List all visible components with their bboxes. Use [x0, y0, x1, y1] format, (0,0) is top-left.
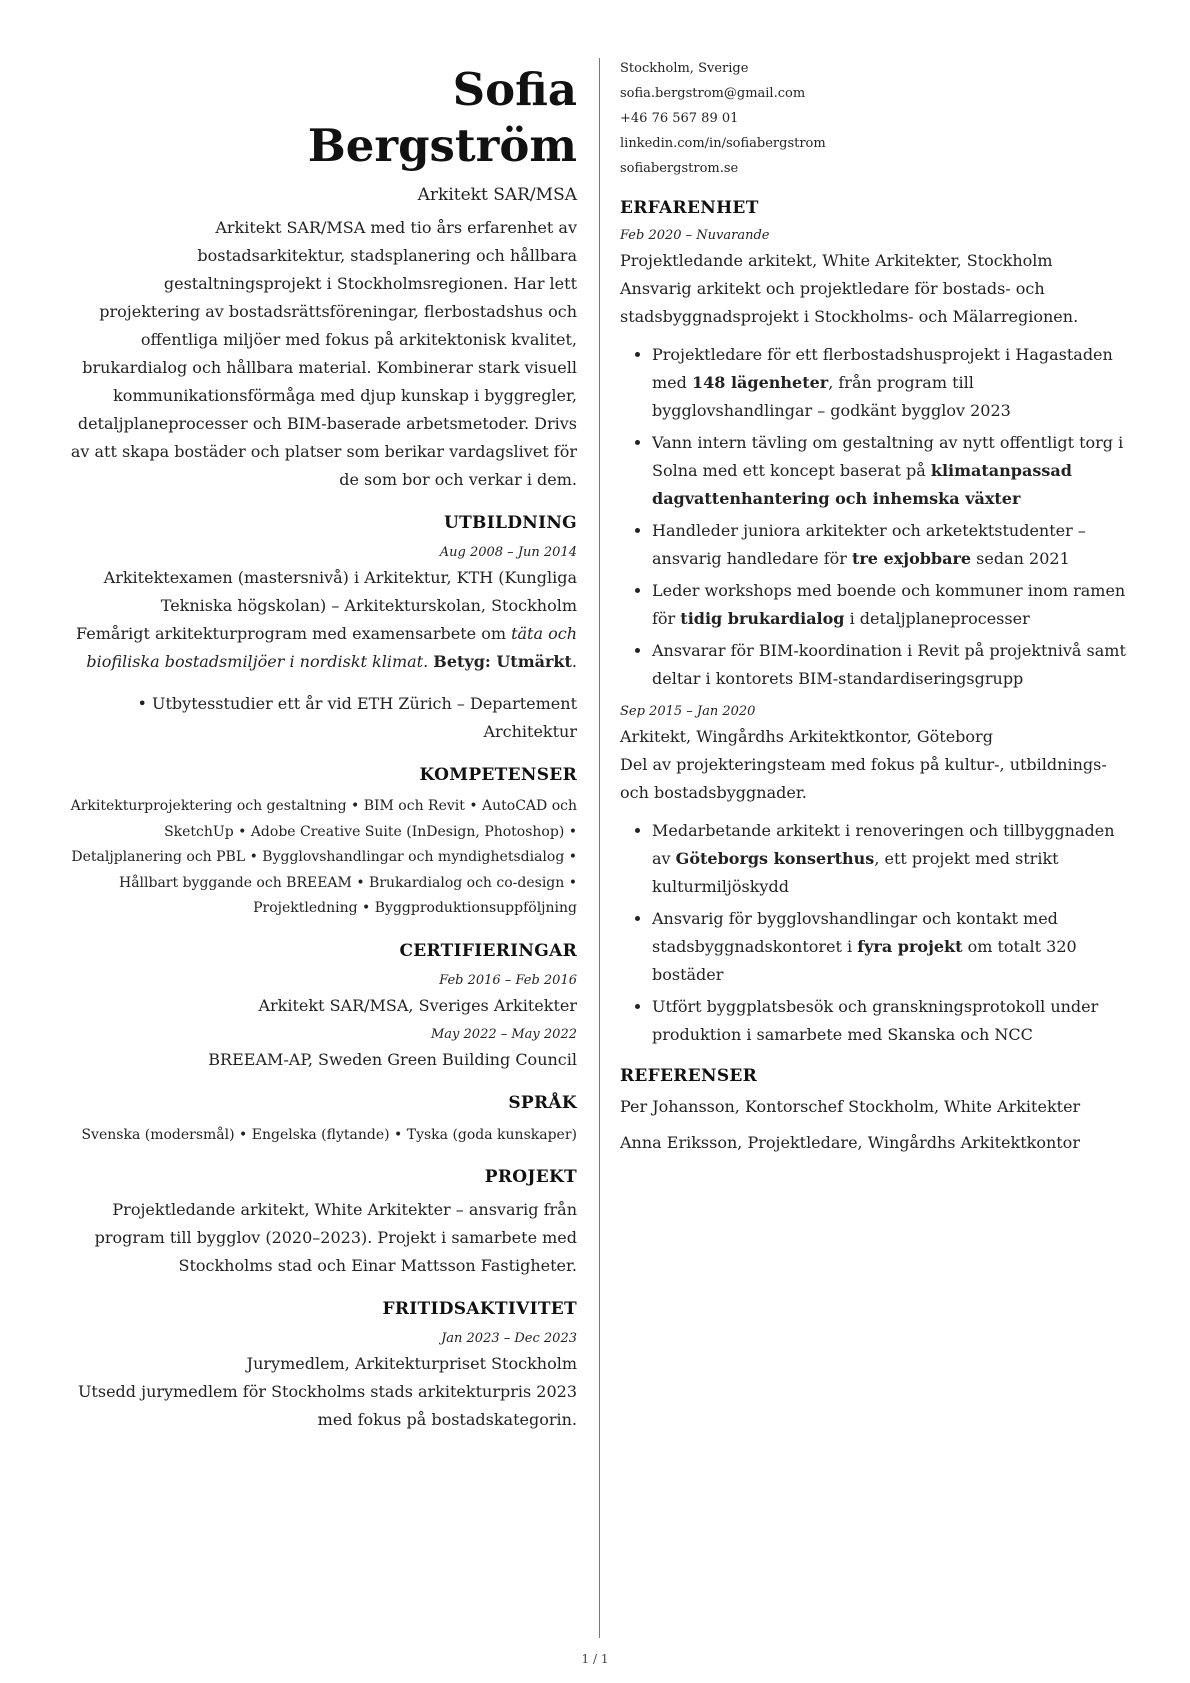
experience-bullets	[620, 341, 1134, 693]
leisure-heading: FRITIDSAKTIVITET	[382, 1298, 577, 1319]
projects-text: Projektledande arkitekt, White Arkitekter – ansvarig från program till bygglov (2020–2023). Projekt i samarbete med Stockholms stad och Einar Mattsson Fastigheter.	[94, 1199, 577, 1275]
column-divider	[599, 58, 600, 1638]
leisure-role: Jurymedlem, Arkitekturpriset Stockholm	[246, 1353, 577, 1373]
certification-name: Arkitekt SAR/MSA, Sveriges Arkitekter	[258, 995, 577, 1015]
experience-description: Del av projekteringsteam med fokus på kultur-, utbildnings- och bostadsbyggnader.	[620, 755, 1107, 802]
education-description	[70, 620, 577, 676]
certification-item	[70, 970, 577, 1020]
last-name: Bergström	[307, 119, 577, 172]
right-column	[620, 56, 1134, 1165]
experience-bullet: • Ansvarig för bygglovshandlingar och kontakt med stadsbyggnadskontoret i fyra projekt om totalt 320 bostäder	[652, 905, 1134, 989]
education-exchange: • Utbytesstudier ett år vid ETH Zürich – Departement Architektur	[137, 694, 577, 741]
reference-item: Per Johansson, Kontorschef Stockholm, White Arkitekter	[620, 1097, 1081, 1116]
contact-block	[620, 56, 1134, 181]
certifications-heading: CERTIFIERINGAR	[399, 940, 577, 961]
skills-list: Arkitekturprojektering och gestaltning • BIM och Revit • AutoCAD och SketchUp • Adobe Creative Suite (InDesign, Photoshop) • Detaljplanering och PBL • Bygglovshandlingar och myndighetsdialog • Hållbart byggande och BREEAM • Brukardialog och co-design • Projektledning • Byggproduktionsuppföljning	[70, 798, 577, 917]
first-name: Sofia	[452, 63, 577, 116]
experience-bullets	[620, 817, 1134, 1049]
experience-bullet: • Ansvarar för BIM-koordination i Revit på projektnivå samt deltar i kontorets BIM-standardiseringsgrupp	[652, 637, 1134, 693]
skills-heading: KOMPETENSER	[419, 765, 577, 785]
experience-entry	[620, 225, 1134, 693]
experience-role: Arkitekt, Wingårdhs Arkitektkontor, Göteborg	[620, 727, 993, 746]
reference-item: Anna Eriksson, Projektledare, Wingårdhs Arkitektkontor	[620, 1133, 1080, 1152]
left-column	[70, 56, 577, 1434]
certification-date: May 2022 – May 2022	[430, 1026, 577, 1042]
languages-heading: SPRÅK	[508, 1092, 577, 1113]
experience-bullet: • Projektledare för ett flerbostadshusprojekt i Hagastaden med 148 lägenheter, från program till bygglovshandlingar – godkänt bygglov 2023	[652, 341, 1134, 425]
contact-linkedin[interactable]: linkedin.com/in/sofiabergstrom	[620, 136, 826, 151]
contact-phone: +46 76 567 89 01	[620, 111, 739, 126]
experience-date: Feb 2020 – Nuvarande	[620, 228, 770, 243]
education-degree: Arkitektexamen (mastersnivå) i Arkitektur, KTH (Kungliga Tekniska högskolan) – Arkitekturskolan, Stockholm	[103, 568, 577, 615]
experience-heading: ERFARENHET	[620, 198, 759, 218]
page-number: 1 / 1	[581, 1652, 609, 1666]
projects-heading: PROJEKT	[484, 1166, 577, 1187]
certification-name: BREEAM-AP, Sweden Green Building Council	[208, 1049, 577, 1069]
leisure-description: Utsedd jurymedlem för Stockholms stads arkitekturpris 2023 med fokus på bostadskategorin.	[77, 1381, 577, 1429]
experience-bullet: • Handleder juniora arkitekter och arketektstudenter – ansvarig handledare för tre exjobbare sedan 2021	[652, 517, 1134, 573]
experience-bullet: • Leder workshops med boende och kommuner inom ramen för tidig brukardialog i detaljplaneprocesser	[652, 577, 1134, 633]
references-heading: REFERENSER	[620, 1066, 758, 1086]
education-thesis-topic: täta och biofiliska bostadsmiljöer i nordiskt klimat.	[86, 624, 577, 671]
education-desc-end: .	[571, 652, 577, 671]
experience-bullet: • Vann intern tävling om gestaltning av nytt offentligt torg i Solna med ett koncept baserat på klimatanpassad dagvattenhantering och inhemska växter	[652, 429, 1134, 513]
professional-title: Arkitekt SAR/MSA	[417, 185, 577, 205]
contact-location: Stockholm, Sverige	[620, 61, 749, 76]
candidate-name	[70, 62, 577, 174]
experience-role: Projektledande arkitekt, White Arkitekter, Stockholm	[620, 251, 1053, 270]
experience-entry	[620, 701, 1134, 1049]
contact-website[interactable]: sofiabergstrom.se	[620, 161, 739, 176]
certification-item	[70, 1024, 577, 1074]
education-date: Aug 2008 – Jun 2014	[439, 545, 577, 560]
profile-summary: Arkitekt SAR/MSA med tio års erfarenhet av bostadsarkitektur, stadsplanering och hållbara gestaltningsprojekt i Stockholmsregionen. Har lett projektering av bostadsrättsföreningar, flerbostadshus och offentliga miljöer med fokus på arkitektonisk kvalitet, brukardialog och hållbara material. Kombinerar stark visuell kommunikationsförmåga med djup kunskap i byggregler, detaljplaneprocesser och BIM-baserade arbetsmetoder. Drivs av att skapa bostäder och platser som berikar vardagslivet för de som bor och verkar i dem.	[70, 218, 577, 489]
experience-description: Ansvarig arkitekt och projektledare för bostads- och stadsbyggnadsprojekt i Stockholms- och Mälarregionen.	[620, 279, 1079, 326]
experience-date: Sep 2015 – Jan 2020	[620, 704, 756, 719]
education-heading: UTBILDNING	[443, 513, 577, 533]
experience-bullet: • Medarbetande arkitekt i renoveringen och tillbyggnaden av Göteborgs konserthus, ett projekt med strikt kulturmiljöskydd	[652, 817, 1134, 901]
education-grade: Betyg: Utmärkt	[433, 652, 572, 671]
certification-date: Feb 2016 – Feb 2016	[439, 972, 577, 988]
leisure-date: Jan 2023 – Dec 2023	[441, 1330, 577, 1346]
languages-list: Svenska (modersmål) • Engelska (flytande) • Tyska (goda kunskaper)	[81, 1126, 577, 1143]
contact-email[interactable]: sofia.bergstrom@gmail.com	[620, 86, 806, 101]
experience-bullet: • Utfört byggplatsbesök och granskningsprotokoll under produktion i samarbete med Skanska och NCC	[652, 993, 1134, 1049]
education-desc-text: Femårigt arkitekturprogram med examensarbete om	[76, 624, 512, 643]
